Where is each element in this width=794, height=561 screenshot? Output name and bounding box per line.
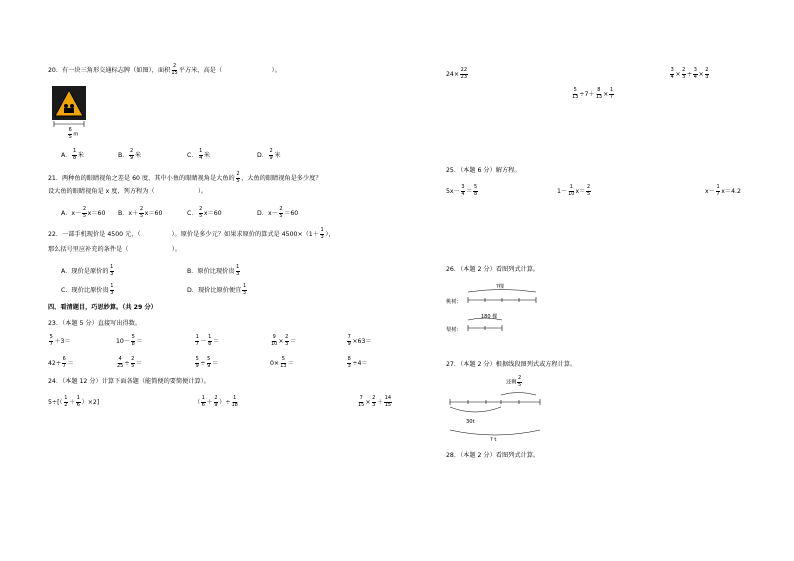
q24-title: 24．（本题 12 分）计算下面各题（能简便的要简便计算）。 [48,378,210,385]
q21-option-c[interactable]: C． $\frac{2}{5}$ x＝60 [187,206,222,219]
q26-unknown-label: ?棵 [496,284,504,290]
q26-title: 26．（本题 2 分）看图列式计算。 [446,266,540,273]
sign-figure-icon-2 [70,104,74,108]
q20-area-fraction: $\frac{2}{15}$ [171,63,178,76]
q26-pear-label: 梨树： [446,327,462,333]
q23-item-2: 10－ $\frac{5}{8}$ ＝ [116,334,143,347]
sign-width-label: $\frac{6}{5}$ m [68,127,79,140]
section-4-heading: 四、看清题目，巧思妙算。（共 29 分） [48,304,157,311]
q23-item-9: 0× $\frac{5}{13}$ ＝ [270,356,294,369]
q23-item-7: $\frac{4}{25}$ ÷ $\frac{2}{5}$ ＝ [117,356,143,369]
q24-expr-2: （ $\frac{1}{6}$ ＋ $\frac{2}{9}$ ）÷ $\frac{1}{18}$ [194,395,238,408]
q27-title: 27．（本题 2 分）根据线段图列式或方程计算。 [446,361,577,368]
q25-eq-2: 1－ $\frac{1}{10}$ x＝ $\frac{2}{5}$ [557,184,591,197]
q24-expr-1: 5÷[（ $\frac{1}{2}$ ＋ $\frac{1}{6}$ ）×2] [48,395,100,408]
q27-total-label: ? t [490,437,497,443]
q22-option-b[interactable]: B．原价比现价贵 $\frac{1}{3}$ [187,264,240,277]
q23-item-1: $\frac{5}{7}$ ＋3＝ [49,334,71,347]
q23-item-6: 42÷ $\frac{6}{7}$ ＝ [48,356,74,369]
q26-line-diagram [462,288,542,333]
q21-option-a[interactable]: A．x－ $\frac{2}{5}$ x＝60 [61,206,106,219]
q20-option-a[interactable]: A． $\frac{1}{8}$ 米 [61,148,84,161]
right-expr-2: $\frac{3}{4}$ × $\frac{2}{3}$ ÷ $\frac{3}{4}$ × $\frac{2}{3}$ [670,67,709,80]
q21-option-d[interactable]: D．x－ $\frac{2}{5}$ ＝60 [257,206,299,219]
q27-30t-label: 30t [466,419,475,425]
q23-item-10: $\frac{8}{3}$ ÷4＝ [347,356,368,369]
q23-item-8: $\frac{5}{9}$ ÷ $\frac{5}{9}$ ＝ [195,356,219,369]
sign-figure-body [64,108,74,113]
q21-line2: 设大鱼的眼睛视角是 x 度，列方程为（ ）。 [48,188,208,195]
q21-stem: 21．两种鱼的眼睛视角之差是 60 度，其中小鱼的眼睛视角是大鱼的 $\frac{2}{5}$ ，大鱼的眼睛视角是多少度？ [48,171,322,184]
q22-option-a[interactable]: A．现价是原价的 $\frac{1}{3}$ [61,264,114,277]
q26-pear-count: 180 棵 [481,314,498,320]
q22-option-d[interactable]: D．现价比原价便宜 $\frac{1}{3}$ [187,283,247,296]
q27-remaining-label: 还剩 $\frac{2}{5}$ [506,375,522,388]
q23-item-5: $\frac{7}{9}$ ×63＝ [347,334,372,347]
q24-expr-3: $\frac{7}{15}$ × $\frac{2}{3}$ ＋ $\frac{14}{15}$ [358,395,392,408]
q20-option-b[interactable]: B． $\frac{2}{9}$ 米 [118,148,141,161]
q23-item-4: $\frac{9}{10}$ × $\frac{2}{3}$ ＝ [271,334,297,347]
q25-eq-3: x－ $\frac{1}{7}$ x＝4.2 [705,184,741,197]
q20-stem: 20．有一块三角形交通标志牌（如图），面积 $\frac{2}{15}$ 平方米，高是（ ）。 [48,63,281,76]
q28-title: 28．（本题 2 分）看图列式计算。 [446,452,540,459]
q22-line2: 那么括号里应补充的条件是（ ）。 [48,246,182,253]
q27-line-diagram [448,390,548,440]
q23-title: 23．（本题 5 分）直接写出得数。 [48,320,142,327]
q25-eq-1: 5x－ $\frac{3}{4}$ ＝ $\frac{5}{8}$ [446,184,478,197]
q25-title: 25．（本题 6 分）解方程。 [446,167,521,174]
q26-peach-label: 桃树： [446,299,462,305]
right-expr-3: $\frac{5}{13}$ ÷7＋ $\frac{8}{13}$ × $\frac{1}{7}$ [572,87,614,100]
q22-option-c[interactable]: C．现价比原价贵 $\frac{1}{3}$ [61,283,114,296]
q20-option-d[interactable]: D． $\frac{2}{9}$ 米 [257,148,281,161]
q20-option-c[interactable]: C． $\frac{1}{4}$ 米 [187,148,211,161]
q23-item-3: $\frac{1}{7}$ － $\frac{1}{8}$ ＝ [195,334,220,347]
q21-option-b[interactable]: B．x＋ $\frac{2}{5}$ x＝60 [118,206,163,219]
q22-stem: 22．一部手机现价是 4500 元，（ ）。原价是多少元？如果求原价的算式是 4500×（1＋ $\frac{1}{3}$ ）， [48,227,335,240]
sign-figure-icon [64,104,68,108]
right-expr-1: 24× $\frac{22}{23}$ [446,67,468,80]
